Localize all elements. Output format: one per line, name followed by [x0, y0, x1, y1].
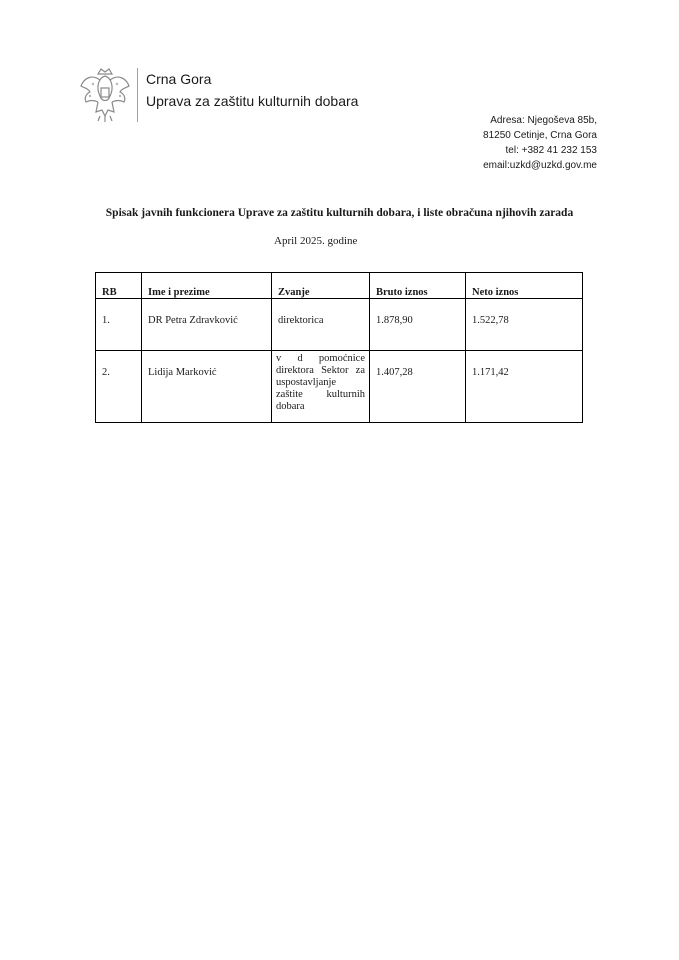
table-cell: direktorica: [272, 299, 370, 351]
column-header: Zvanje: [272, 273, 370, 299]
agency-name: Uprava za zaštitu kulturnih dobara: [146, 93, 359, 109]
montenegro-coat-of-arms-icon: [78, 66, 132, 124]
document-date: April 2025. godine: [274, 235, 358, 247]
organization-header: [146, 70, 358, 110]
phone: tel: +382 41 232 153: [505, 145, 597, 156]
column-header: Ime i prezime: [142, 273, 272, 299]
table-cell: 2.: [96, 351, 142, 423]
table-cell: Lidija Marković: [142, 351, 272, 423]
table-cell: 1.: [96, 299, 142, 351]
column-header: Bruto iznos: [370, 273, 466, 299]
table-header-row: [96, 273, 583, 299]
column-header: RB: [96, 273, 142, 299]
address-line-2: 81250 Cetinje, Crna Gora: [483, 130, 597, 141]
column-header: Neto iznos: [466, 273, 583, 299]
country-name: Crna Gora: [146, 71, 212, 87]
table-cell: DR Petra Zdravković: [142, 299, 272, 351]
table-row: [96, 351, 583, 423]
table-cell: v d pomoćnice direktora Sektor za uspostavljanje zaštite kulturnih dobara: [272, 351, 370, 423]
document-title: Spisak javnih funkcionera Uprave za zaštitu kulturnih dobara, i liste obračuna njihovih zarada: [105, 207, 574, 219]
table-cell: 1.171,42: [466, 351, 583, 423]
header-divider: [137, 68, 138, 122]
table-cell: 1.878,90: [370, 299, 466, 351]
table-cell: 1.407,28: [370, 351, 466, 423]
salary-table: [95, 272, 583, 423]
contact-block: [483, 113, 597, 173]
table-cell: 1.522,78: [466, 299, 583, 351]
table-row: [96, 299, 583, 351]
address-line-1: Adresa: Njegoševa 85b,: [490, 115, 597, 126]
email: email:uzkd@uzkd.gov.me: [483, 160, 597, 171]
